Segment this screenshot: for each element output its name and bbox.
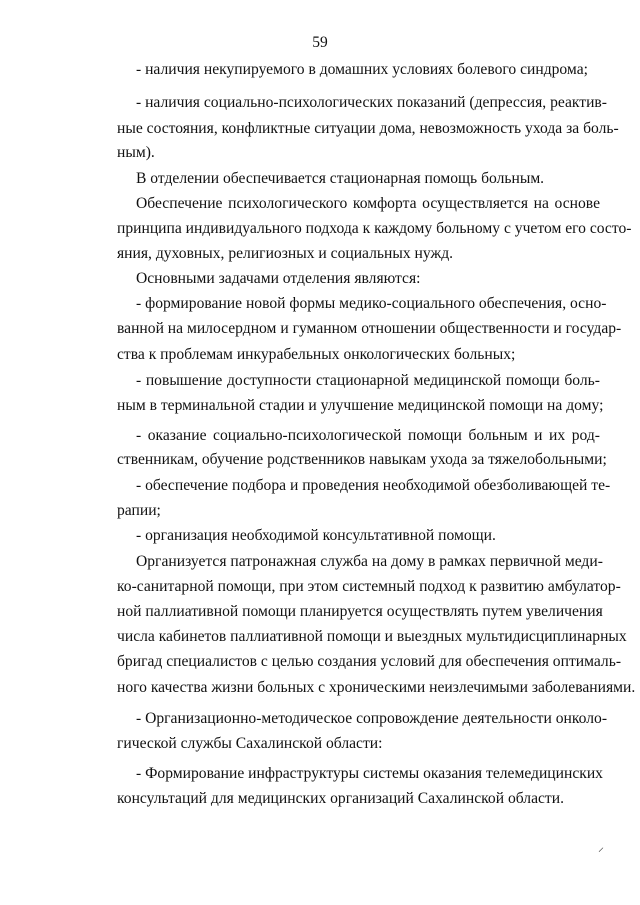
text-line: - Формирование инфраструктуры системы оказания телемедицинских [136,765,603,782]
text-line: В отделении обеспечивается стационарная помощь больным. [136,170,545,187]
text-line: гической службы Сахалинской области: [117,735,383,752]
text-line: - оказание социально-психологической помощи больным и их род- [136,427,600,444]
text-line: Обеспечение психологического комфорта осуществляется на основе [136,195,600,212]
text-line: бригад специалистов с целью создания условий для обеспечения оптималь- [117,653,622,670]
text-line: консультаций для медицинских организаций Сахалинской области. [117,790,564,807]
text-line: рапии; [117,502,161,519]
text-line: - повышение доступности стационарной медицинской помощи боль- [136,372,600,389]
text-line: Организуется патронажная служба на дому в рамках первичной меди- [136,553,603,570]
text-line: - организация необходимой консультативной помощи. [136,527,496,544]
text-line: ной паллиативной помощи планируется осуществлять путем увеличения [117,603,603,620]
text-line: - наличия некупируемого в домашних условиях болевого синдрома; [136,61,588,78]
text-line: ного качества жизни больных с хроническими неизлечимыми заболеваниями. [117,679,636,696]
text-line: ным в терминальной стадии и улучшение медицинской помощи на дому; [117,397,604,414]
text-line: числа кабинетов паллиативной помощи и выездных мультидисциплинарных [117,628,627,645]
text-line: ко-санитарной помощи, при этом системный подход к развитию амбулатор- [117,578,621,595]
text-line: ственникам, обучение родственников навыкам ухода за тяжелобольными; [117,451,607,468]
text-line: ным). [117,144,155,161]
text-line: Основными задачами отделения являются: [136,270,421,287]
text-line: ванной на милосердном и гуманном отношении общественности и государ- [117,320,622,337]
page-number: 59 [312,34,328,51]
text-line: ства к проблемам инкурабельных онкологических больных; [117,346,516,363]
text-line: - обеспечение подбора и проведения необходимой обезболивающей те- [136,477,611,494]
text-line: - Организационно-методическое сопровождение деятельности онколо- [136,710,608,727]
scan-mark: ⸝ [598,840,605,854]
text-line: ные состояния, конфликтные ситуации дома, невозможность ухода за боль- [117,120,619,137]
text-line: - формирование новой формы медико-социального обеспечения, осно- [136,295,607,312]
text-line: яния, духовных, религиозных и социальных нужд. [117,245,454,262]
text-line: принципа индивидуального подхода к каждому больному с учетом его состо- [117,220,632,237]
text-line: - наличия социально-психологических показаний (депрессия, реактив- [136,94,607,111]
